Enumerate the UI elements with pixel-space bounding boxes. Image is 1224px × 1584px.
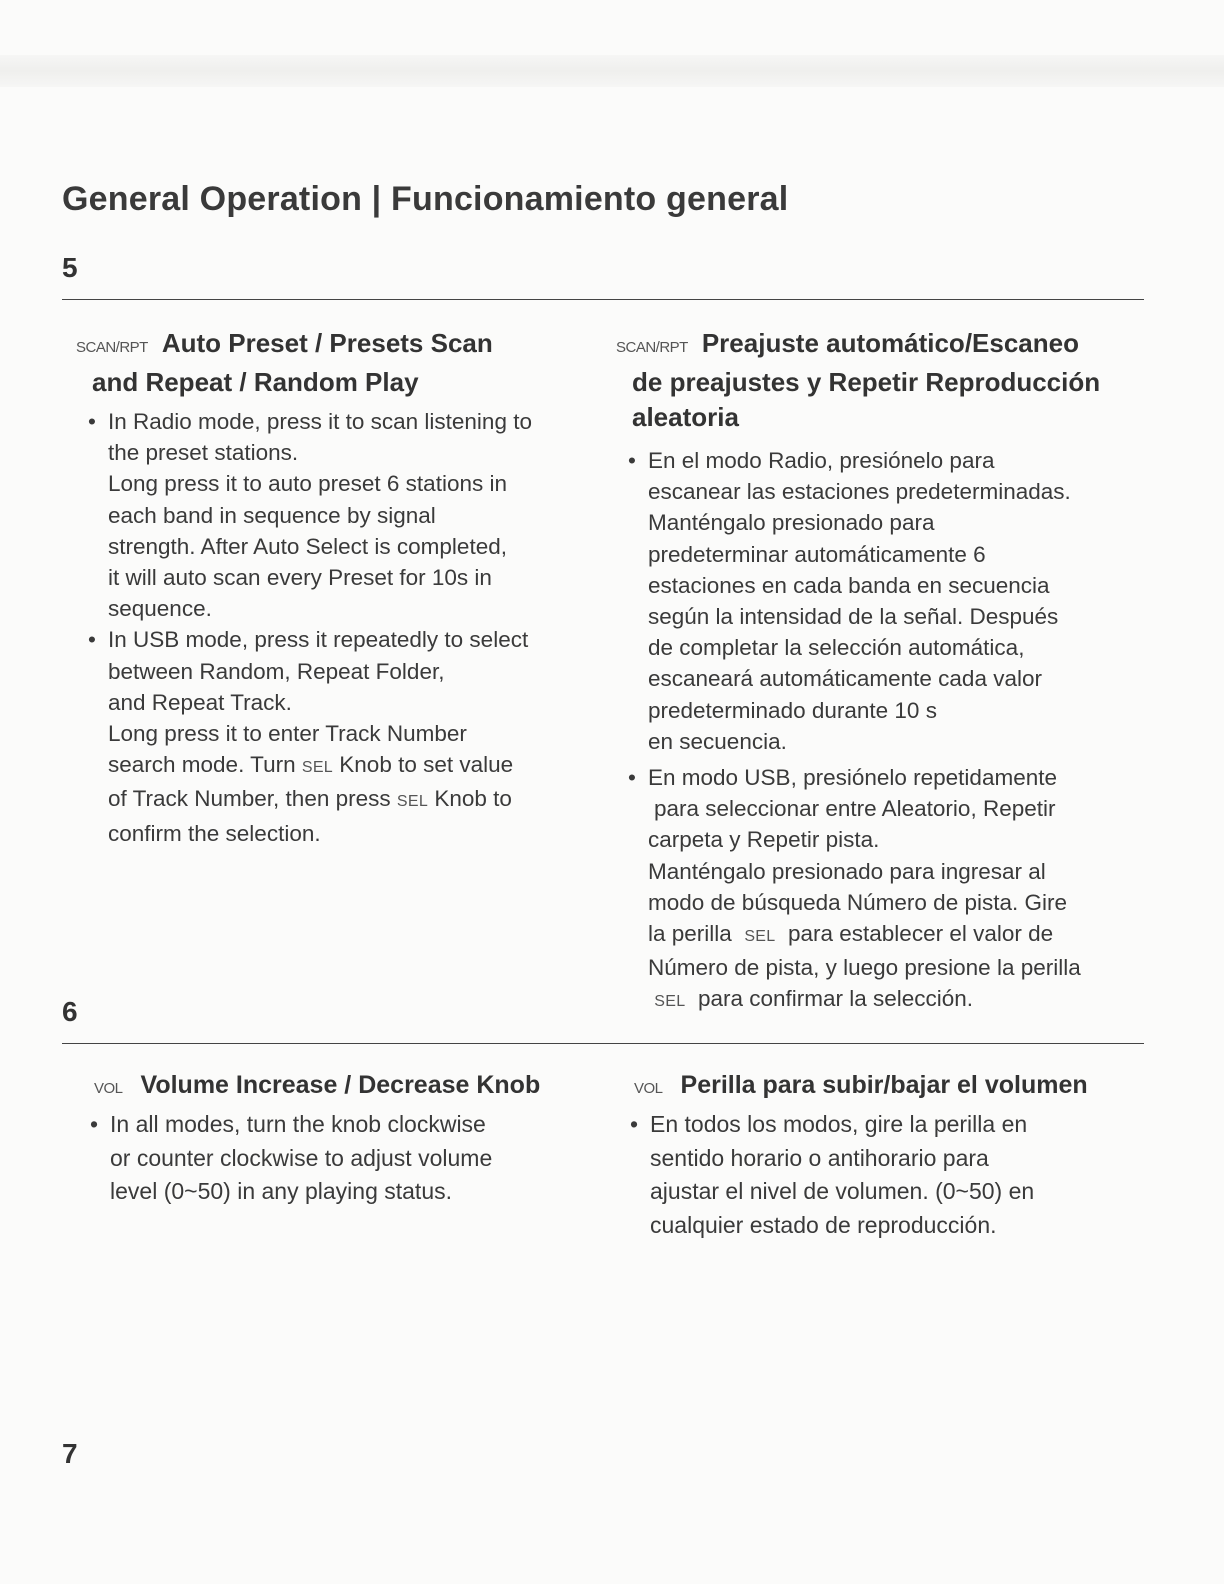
list-item: • In USB mode, press it repeatedly to select between Random, Repeat Folder, and Repeat Track. Long press it to enter Track Number search mode. Turn SEL Knob to set value of Track Number, then press SEL Knob to confirm the selection. xyxy=(92,624,596,848)
section-divider-5 xyxy=(62,299,1144,300)
sel-knob-label: SEL xyxy=(654,993,686,1011)
list-item: • In Radio mode, press it to scan listening to the preset stations. Long press it to auto preset 6 stations in each band in sequence by signal strength. After Auto Select is completed, it will auto scan every Preset for 10s in sequence. xyxy=(92,406,596,624)
sel-knob-label: SEL xyxy=(396,793,429,811)
list-item: • En modo USB, presiónelo repetidamente para seleccionar entre Aleatorio, Repetir carpeta y Repetir pista. Manténgalo presionado para ingresar al modo de búsqueda Número de pista. Gire la perilla SEL para establecer el valor de Número de pista, y luego presione la perilla SEL para confirmar la selección. xyxy=(632,762,1156,1018)
section5-spanish-column xyxy=(616,326,1156,1018)
list-item: • En todos los modos, gire la perilla en sentido horario o antihorario para ajustar el nivel de volumen. (0~50) en cualquier estado de reproducción. xyxy=(634,1108,1174,1242)
section6-es-bullets xyxy=(634,1108,1174,1242)
section5-english-column xyxy=(76,326,596,849)
section-divider-6 xyxy=(62,1043,1144,1044)
section6-spanish-column xyxy=(634,1068,1174,1242)
section6-en-bullets xyxy=(94,1108,604,1209)
section6-english-column xyxy=(94,1068,604,1209)
section5-es-heading: SCAN/RPT Preajuste automático/Escaneo de preajustes y Repetir Reproducción aleatoria xyxy=(616,328,1101,432)
sel-knob-label: SEL xyxy=(744,928,776,946)
sel-knob-label: SEL xyxy=(301,759,334,777)
scan-rpt-button-label: SCAN/RPT xyxy=(76,339,148,356)
section5-es-bullets xyxy=(632,445,1156,1018)
list-item: • In all modes, turn the knob clockwise or counter clockwise to adjust volume level (0~50) in any playing status. xyxy=(94,1108,604,1209)
section6-es-heading: VOL Perilla para subir/bajar el volumen xyxy=(634,1071,1088,1099)
section5-en-bullets xyxy=(92,406,596,849)
scan-rpt-button-label: SCAN/RPT xyxy=(616,339,688,356)
section-number-6: 6 xyxy=(62,996,78,1027)
scan-band xyxy=(0,55,1224,87)
vol-knob-label: VOL xyxy=(634,1080,663,1097)
section-number-7: 7 xyxy=(62,1438,78,1469)
list-item: • En el modo Radio, presiónelo para escanear las estaciones predeterminadas. Manténgalo presionado para predeterminar automáticamente 6 estaciones en cada banda en secuencia según la intensidad de la señal. Después de completar la selección automática, escaneará automáticamente cada valor predeterminado durante 10 s en secuencia. xyxy=(632,445,1156,757)
page-title: General Operation | Funcionamiento general xyxy=(62,180,789,218)
section6-en-heading: VOL Volume Increase / Decrease Knob xyxy=(94,1071,541,1099)
vol-knob-label: VOL xyxy=(94,1080,123,1097)
section5-en-heading: SCAN/RPT Auto Preset / Presets Scan and Repeat / Random Play xyxy=(76,328,493,397)
section-number-5: 5 xyxy=(62,252,78,283)
